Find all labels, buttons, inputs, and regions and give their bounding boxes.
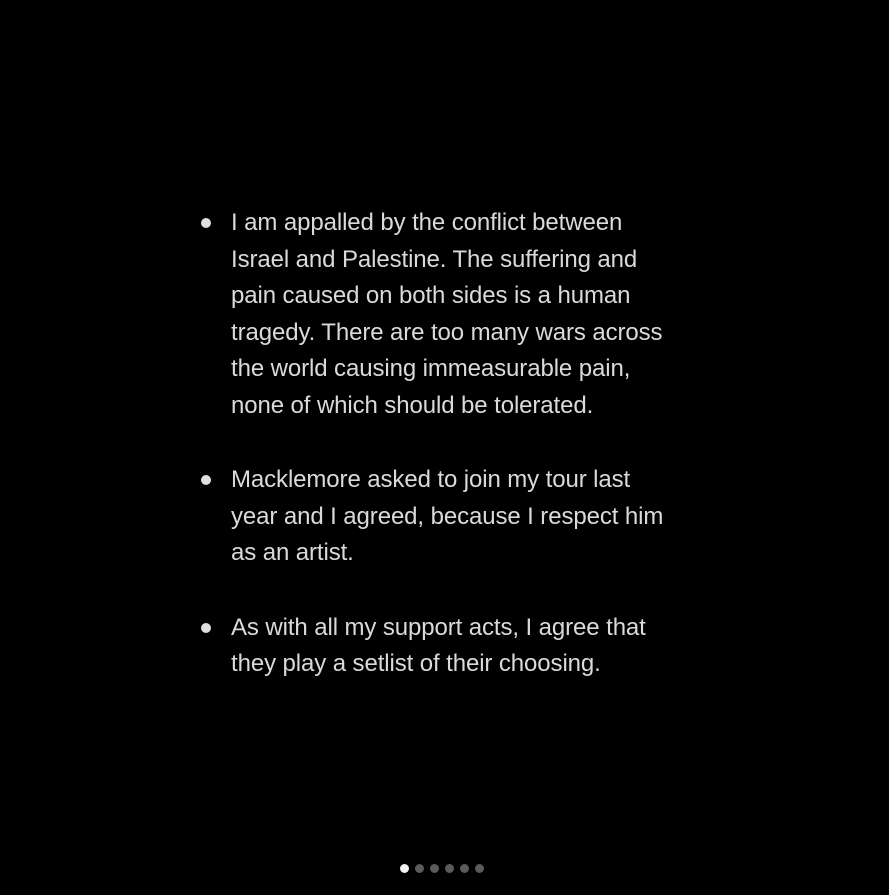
- statement-line: the world causing immeasurable pain,: [231, 355, 631, 382]
- pagination-dot-4[interactable]: [445, 864, 454, 873]
- pagination-dot-6[interactable]: [475, 864, 484, 873]
- bullet-icon: [201, 623, 211, 633]
- pagination-dot-5[interactable]: [460, 864, 469, 873]
- pagination-dot-3[interactable]: [430, 864, 439, 873]
- statement-line: pain caused on both sides is a human: [231, 282, 631, 309]
- statement-line: Israel and Palestine. The suffering and: [231, 245, 638, 273]
- bullet-icon: [201, 475, 211, 485]
- carousel-pagination: [400, 863, 484, 873]
- pagination-dot-2[interactable]: [415, 864, 424, 873]
- statement-item-2: [199, 462, 719, 572]
- statement-line: as an artist.: [231, 539, 354, 566]
- statement-line: tragedy. There are too many wars across: [231, 318, 663, 346]
- statement-line: I am appalled by the conflict between: [231, 209, 623, 236]
- statement-line: none of which should be tolerated.: [231, 391, 594, 419]
- pagination-dot-1[interactable]: [400, 864, 409, 873]
- statement-list: [199, 205, 719, 683]
- bullet-icon: [201, 218, 211, 228]
- statement-item-1: [199, 205, 719, 424]
- statement-line: they play a setlist of their choosing.: [231, 650, 601, 677]
- statement-line: Macklemore asked to join my tour last: [231, 466, 631, 493]
- statement-item-3: [199, 610, 719, 683]
- statement-line: As with all my support acts, I agree that: [231, 613, 646, 641]
- statement-line: year and I agreed, because I respect him: [231, 502, 664, 530]
